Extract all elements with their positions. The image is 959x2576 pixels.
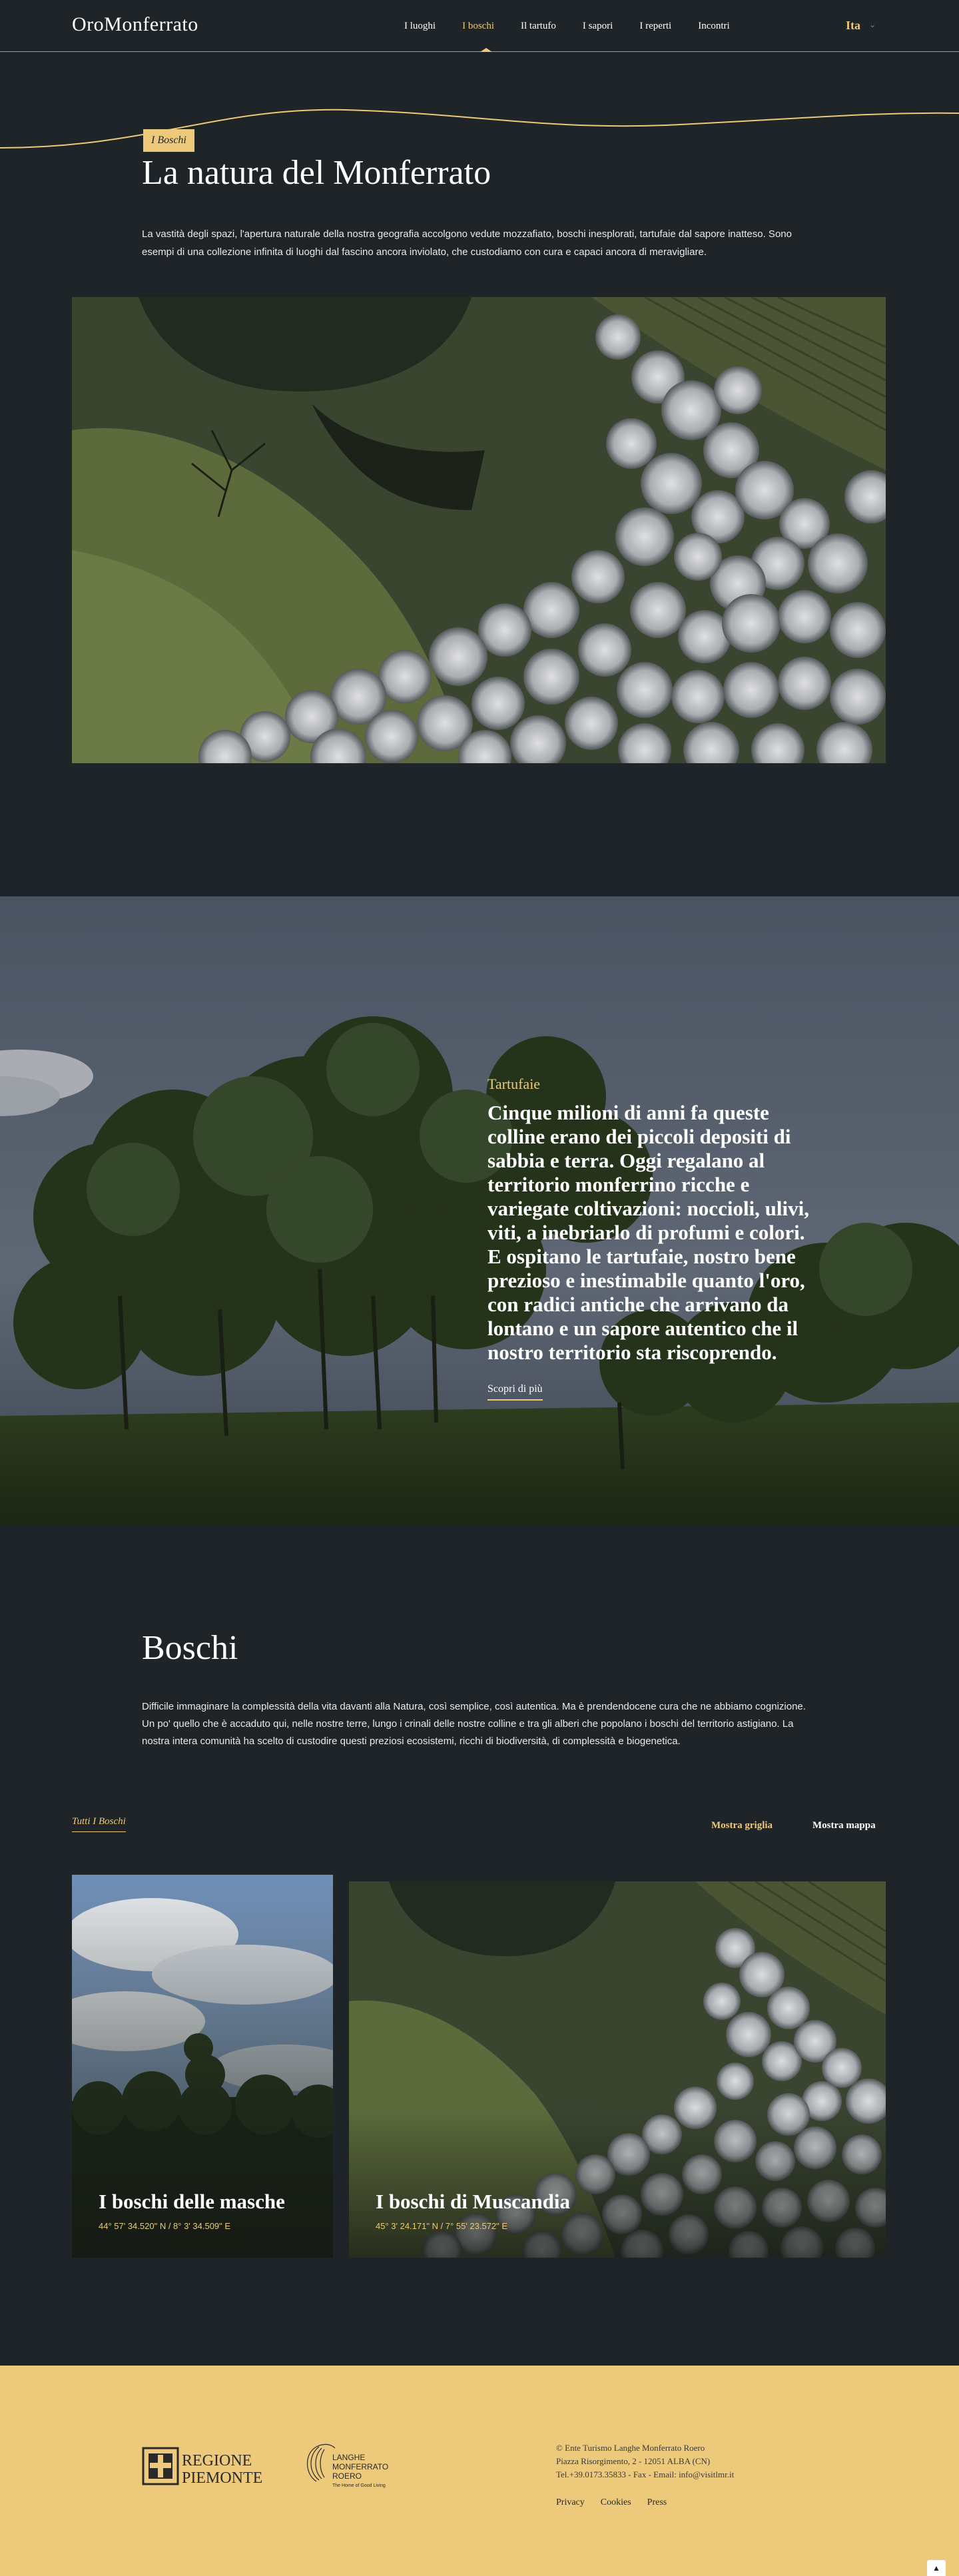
footer-link-privacy[interactable]: Privacy bbox=[556, 2497, 585, 2507]
view-grid-button[interactable]: Mostra griglia bbox=[711, 1820, 773, 1831]
bosco-card[interactable] bbox=[349, 1881, 886, 2258]
feature-kicker: Tartufaie bbox=[487, 1076, 541, 1092]
footer-info-line: Tel.+39.0173.35833 - Fax - Email: info@visitlmr.it bbox=[556, 2469, 735, 2479]
accessibility-icon[interactable]: ▲ bbox=[927, 2560, 946, 2576]
section-tag: I Boschi bbox=[143, 129, 194, 152]
nav-active-indicator bbox=[480, 48, 492, 52]
regione-piemonte-logo[interactable] bbox=[142, 2445, 268, 2487]
section-title: Boschi bbox=[142, 1629, 238, 1667]
lmr-line-2: MONFERRATO bbox=[332, 2462, 389, 2471]
footer-contact-info bbox=[556, 2441, 734, 2481]
site-logo[interactable]: OroMonferrato bbox=[72, 13, 198, 35]
bosco-card[interactable] bbox=[72, 1875, 333, 2258]
page-title: La natura del Monferrato bbox=[142, 154, 491, 192]
card-title: I boschi delle masche bbox=[99, 2190, 285, 2213]
footer-link-press[interactable]: Press bbox=[647, 2497, 667, 2507]
chevron-down-icon[interactable]: ⌄ bbox=[869, 20, 876, 29]
footer-info-line: © Ente Turismo Langhe Monferrato Roero bbox=[556, 2443, 705, 2453]
aerial-forest-image bbox=[72, 297, 886, 763]
nav-item-incontri[interactable]: Incontri bbox=[698, 21, 730, 31]
section-description: Difficile immaginare la complessità della vita davanti alla Natura, così semplice, così autentica. Ma è prendendocene cura che ne abbiamo cognizione. Un po' quello che è accaduto qui, nelle nostre terre, lungo i crinali delle nostre colline e tra gli alberi che popolano i boschi del territorio astigiano. La nostra intera comunità ha scelto di custodire questi preziosi ecosistemi, ricchi di biodiversità, di complessità e biogenetica. bbox=[142, 1701, 806, 1747]
langhe-monferrato-roero-logo[interactable] bbox=[302, 2440, 408, 2489]
site-footer bbox=[0, 2366, 959, 2576]
card-coordinates: 44° 57' 34.520" N / 8° 3' 34.509" E bbox=[99, 2221, 231, 2231]
discover-more-link[interactable]: Scopri di più bbox=[487, 1383, 543, 1401]
lmr-line-3: ROERO bbox=[332, 2471, 362, 2481]
feature-block bbox=[487, 1076, 820, 1401]
piemonte-line-1: REGIONE bbox=[182, 2452, 252, 2469]
lmr-tagline: The Home of Good Living bbox=[332, 2483, 386, 2488]
nav-item-luoghi[interactable]: I luoghi bbox=[404, 21, 436, 31]
view-map-button[interactable]: Mostra mappa bbox=[812, 1820, 876, 1831]
nav-item-tartufo[interactable]: Il tartufo bbox=[521, 21, 556, 31]
feature-title: Cinque milioni di anni fa queste colline erano dei piccoli depositi di sabbia e terra. Oggi regalano al territorio monferrino ricche e variegate coltivazioni: noccioli, ulivi, viti, a inebriarlo di profumi e colori. E ospitano le tartufaie, nostro bene prezioso e inestimabile quanto l'oro, con radici antiche che arrivano da lontano e un sapore autentico che il nostro territorio sta riscoprendo. bbox=[487, 1101, 809, 1364]
footer-links bbox=[556, 2497, 667, 2508]
nav-item-reperti[interactable]: I reperti bbox=[639, 21, 672, 31]
filter-all-boschi[interactable]: Tutti I Boschi bbox=[72, 1816, 126, 1832]
footer-info-line: Piazza Risorgimento, 2 - 12051 ALBA (CN) bbox=[556, 2456, 711, 2466]
nav-item-boschi[interactable]: I boschi bbox=[462, 21, 495, 31]
card-title: I boschi di Muscandia bbox=[376, 2190, 571, 2213]
card-coordinates: 45° 3' 24.171" N / 7° 55' 23.572" E bbox=[376, 2221, 508, 2231]
nav-item-sapori[interactable]: I sapori bbox=[582, 21, 613, 31]
piemonte-line-2: PIEMONTE bbox=[182, 2469, 263, 2487]
intro-text: La vastità degli spazi, l'apertura naturale della nostra geografia accolgono vedute mozzafiato, boschi inesplorati, tartufaie dal sapore inatteso. Sono esempi di una collezione infinita di luoghi dal fascino ancora inviolato, che custodiamo con cura e capaci ancora di meravigliare. bbox=[142, 228, 792, 258]
lmr-line-1: LANGHE bbox=[332, 2453, 366, 2462]
site-header bbox=[0, 0, 959, 52]
main-nav bbox=[404, 21, 757, 32]
footer-link-cookies[interactable]: Cookies bbox=[600, 2497, 631, 2507]
language-selector[interactable]: Ita bbox=[846, 19, 860, 32]
